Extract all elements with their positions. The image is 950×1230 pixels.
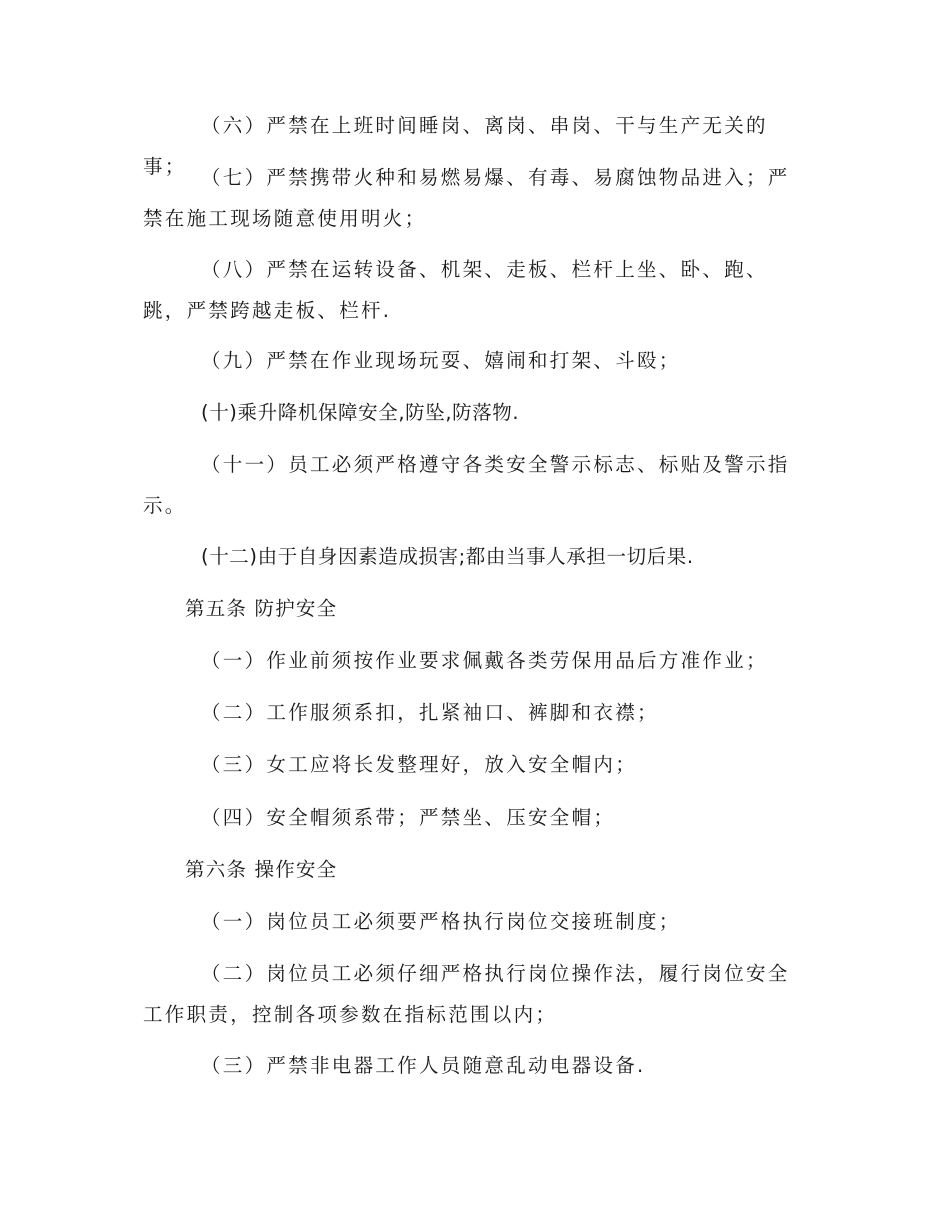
paragraph-item-6: （六）严禁在上班时间睡岗、离岗、串岗、干与生产无关的事； [143, 114, 768, 178]
paragraph-item-9: （九）严禁在作业现场玩耍、嬉闹和打架、斗殴； [201, 349, 681, 372]
paragraph-item-5-3: （三）女工应将长发整理好，放入安全帽内； [201, 753, 638, 776]
paragraph-item-12: (十二)由于自身因素造成损害;都由当事人承担一切后果. [201, 545, 694, 568]
paragraph-item-11: （十一）员工必须严格遵守各类安全警示标志、标贴及警示指示。 [143, 453, 790, 517]
paragraph-item-7: （七）严禁携带火种和易燃易爆、有毒、易腐蚀物品进入；严禁在施工现场随意使用明火； [143, 166, 790, 230]
paragraph-item-6-2: （二）岗位员工必须仔细严格执行岗位操作法，履行岗位安全工作职责，控制各项参数在指标范围以内； [143, 962, 790, 1026]
paragraph-item-5-1: （一）作业前须按作业要求佩戴各类劳保用品后方准作业； [201, 649, 768, 672]
paragraph-item-10: (十)乘升降机保障安全,防坠,防落物. [201, 401, 520, 424]
paragraph-item-6-1: （一）岗位员工必须要严格执行岗位交接班制度； [201, 910, 681, 933]
paragraph-item-5-2: （二）工作服须系扣，扎紧袖口、裤脚和衣襟； [201, 701, 659, 724]
section-heading-6: 第六条 操作安全 [185, 858, 338, 881]
paragraph-item-5-4: （四）安全帽须系带；严禁坐、压安全帽； [201, 806, 616, 829]
section-heading-5: 第五条 防护安全 [185, 597, 338, 620]
paragraph-item-8: （八）严禁在运转设备、机架、走板、栏杆上坐、卧、跑、跳，严禁跨越走板、栏杆. [143, 258, 768, 322]
paragraph-item-6-3: （三）严禁非电器工作人员随意乱动电器设备. [201, 1054, 646, 1077]
